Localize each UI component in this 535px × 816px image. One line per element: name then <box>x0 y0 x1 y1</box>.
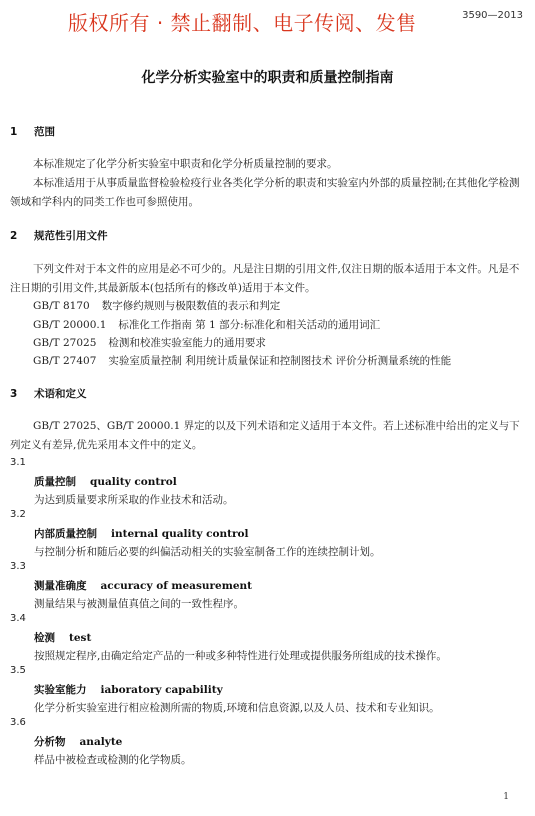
paragraph: GB/T 27025、GB/T 20000.1 界定的以及下列术语和定义适用于本文件。若上述标准中给出的定义与下列定义有差异,优先采用本文件中的定义。 <box>10 420 520 451</box>
term-en: quality control <box>90 476 177 488</box>
term-definition: 与控制分析和随后必要的纠偏活动相关的实验室制备工作的连续控制计划。 <box>34 546 381 558</box>
term-zh: 实验室能力 <box>34 684 87 696</box>
term-en: analyte <box>79 736 123 748</box>
section-title: 范围 <box>34 126 55 138</box>
reference-item <box>33 317 392 332</box>
section-title: 规范性引用文件 <box>34 230 108 242</box>
watermark-text: 版权所有 · 禁止翻制、电子传阅、发售 <box>68 11 417 35</box>
term-zh: 检测 <box>34 632 55 644</box>
reference-title: 数字修约规则与极限数值的表示和判定 <box>101 300 281 312</box>
section-number: 1 <box>10 126 18 138</box>
term-definition: 化学分析实验室进行相应检测所需的物质,环境和信息资源,以及人员、技术和专业知识。 <box>34 702 440 714</box>
document-title: 化学分析实验室中的职责和质量控制指南 <box>141 70 394 86</box>
term-en: accuracy of measurement <box>100 580 253 592</box>
reference-title: 实验室质量控制 利用统计质量保证和控制图技术 评价分析测量系统的性能 <box>108 355 452 367</box>
term-heading <box>34 474 177 489</box>
term-en: iaboratory capability <box>100 684 223 696</box>
section-number: 2 <box>10 230 18 242</box>
reference-code: GB/T 27407 <box>33 355 97 367</box>
paragraph: 本标准适用于从事质量监督检验检疫行业各类化学分析的职责和实验室内外部的质量控制;在其他化学检测领域和学科内的同类工作也可参照使用。 <box>10 177 520 208</box>
paragraph: 下列文件对于本文件的应用是必不可少的。凡是注日期的引用文件,仅注日期的版本适用于本文件。凡是不注日期的引用文件,其最新版本(包括所有的修改单)适用于本文件。 <box>10 263 520 294</box>
reference-title: 标准化工作指南 第 1 部分:标准化和相关活动的通用词汇 <box>118 319 381 331</box>
paragraph: 本标准规定了化学分析实验室中职责和化学分析质量控制的要求。 <box>33 158 338 170</box>
term-number: 3.5 <box>10 665 26 676</box>
reference-item <box>33 335 278 350</box>
term-heading <box>34 734 122 749</box>
section-2-heading <box>10 228 108 243</box>
term-number: 3.6 <box>10 717 26 728</box>
term-zh: 分析物 <box>34 736 66 748</box>
term-definition: 为达到质量要求所采取的作业技术和活动。 <box>34 494 234 506</box>
reference-code: GB/T 20000.1 <box>33 319 107 331</box>
section-1-heading <box>10 124 55 139</box>
section-3-heading <box>10 386 87 401</box>
term-definition: 按照规定程序,由确定给定产品的一种或多种特性进行处理或提供服务所组成的技术操作。 <box>34 650 447 662</box>
term-heading <box>34 630 91 645</box>
reference-title: 检测和校准实验室能力的通用要求 <box>108 337 266 349</box>
term-heading <box>34 578 252 593</box>
term-zh: 测量准确度 <box>34 580 87 592</box>
term-number: 3.4 <box>10 613 26 624</box>
page-number: 1 <box>503 792 509 802</box>
term-zh: 质量控制 <box>34 476 76 488</box>
term-number: 3.3 <box>10 561 26 572</box>
section-title: 术语和定义 <box>34 388 87 400</box>
term-en: internal quality control <box>111 528 249 540</box>
reference-item <box>33 298 292 313</box>
section-number: 3 <box>10 388 18 400</box>
term-definition: 样品中被检查或检测的化学物质。 <box>34 754 192 766</box>
term-zh: 内部质量控制 <box>34 528 97 540</box>
standard-code: 3590—2013 <box>462 10 523 21</box>
term-number: 3.2 <box>10 509 26 520</box>
reference-item <box>33 353 463 368</box>
term-heading <box>34 682 223 697</box>
term-definition: 测量结果与被测量值真值之间的一致性程序。 <box>34 598 244 610</box>
term-heading <box>34 526 249 541</box>
term-en: test <box>69 632 92 644</box>
term-number: 3.1 <box>10 457 26 468</box>
reference-code: GB/T 8170 <box>33 300 90 312</box>
reference-code: GB/T 27025 <box>33 337 97 349</box>
